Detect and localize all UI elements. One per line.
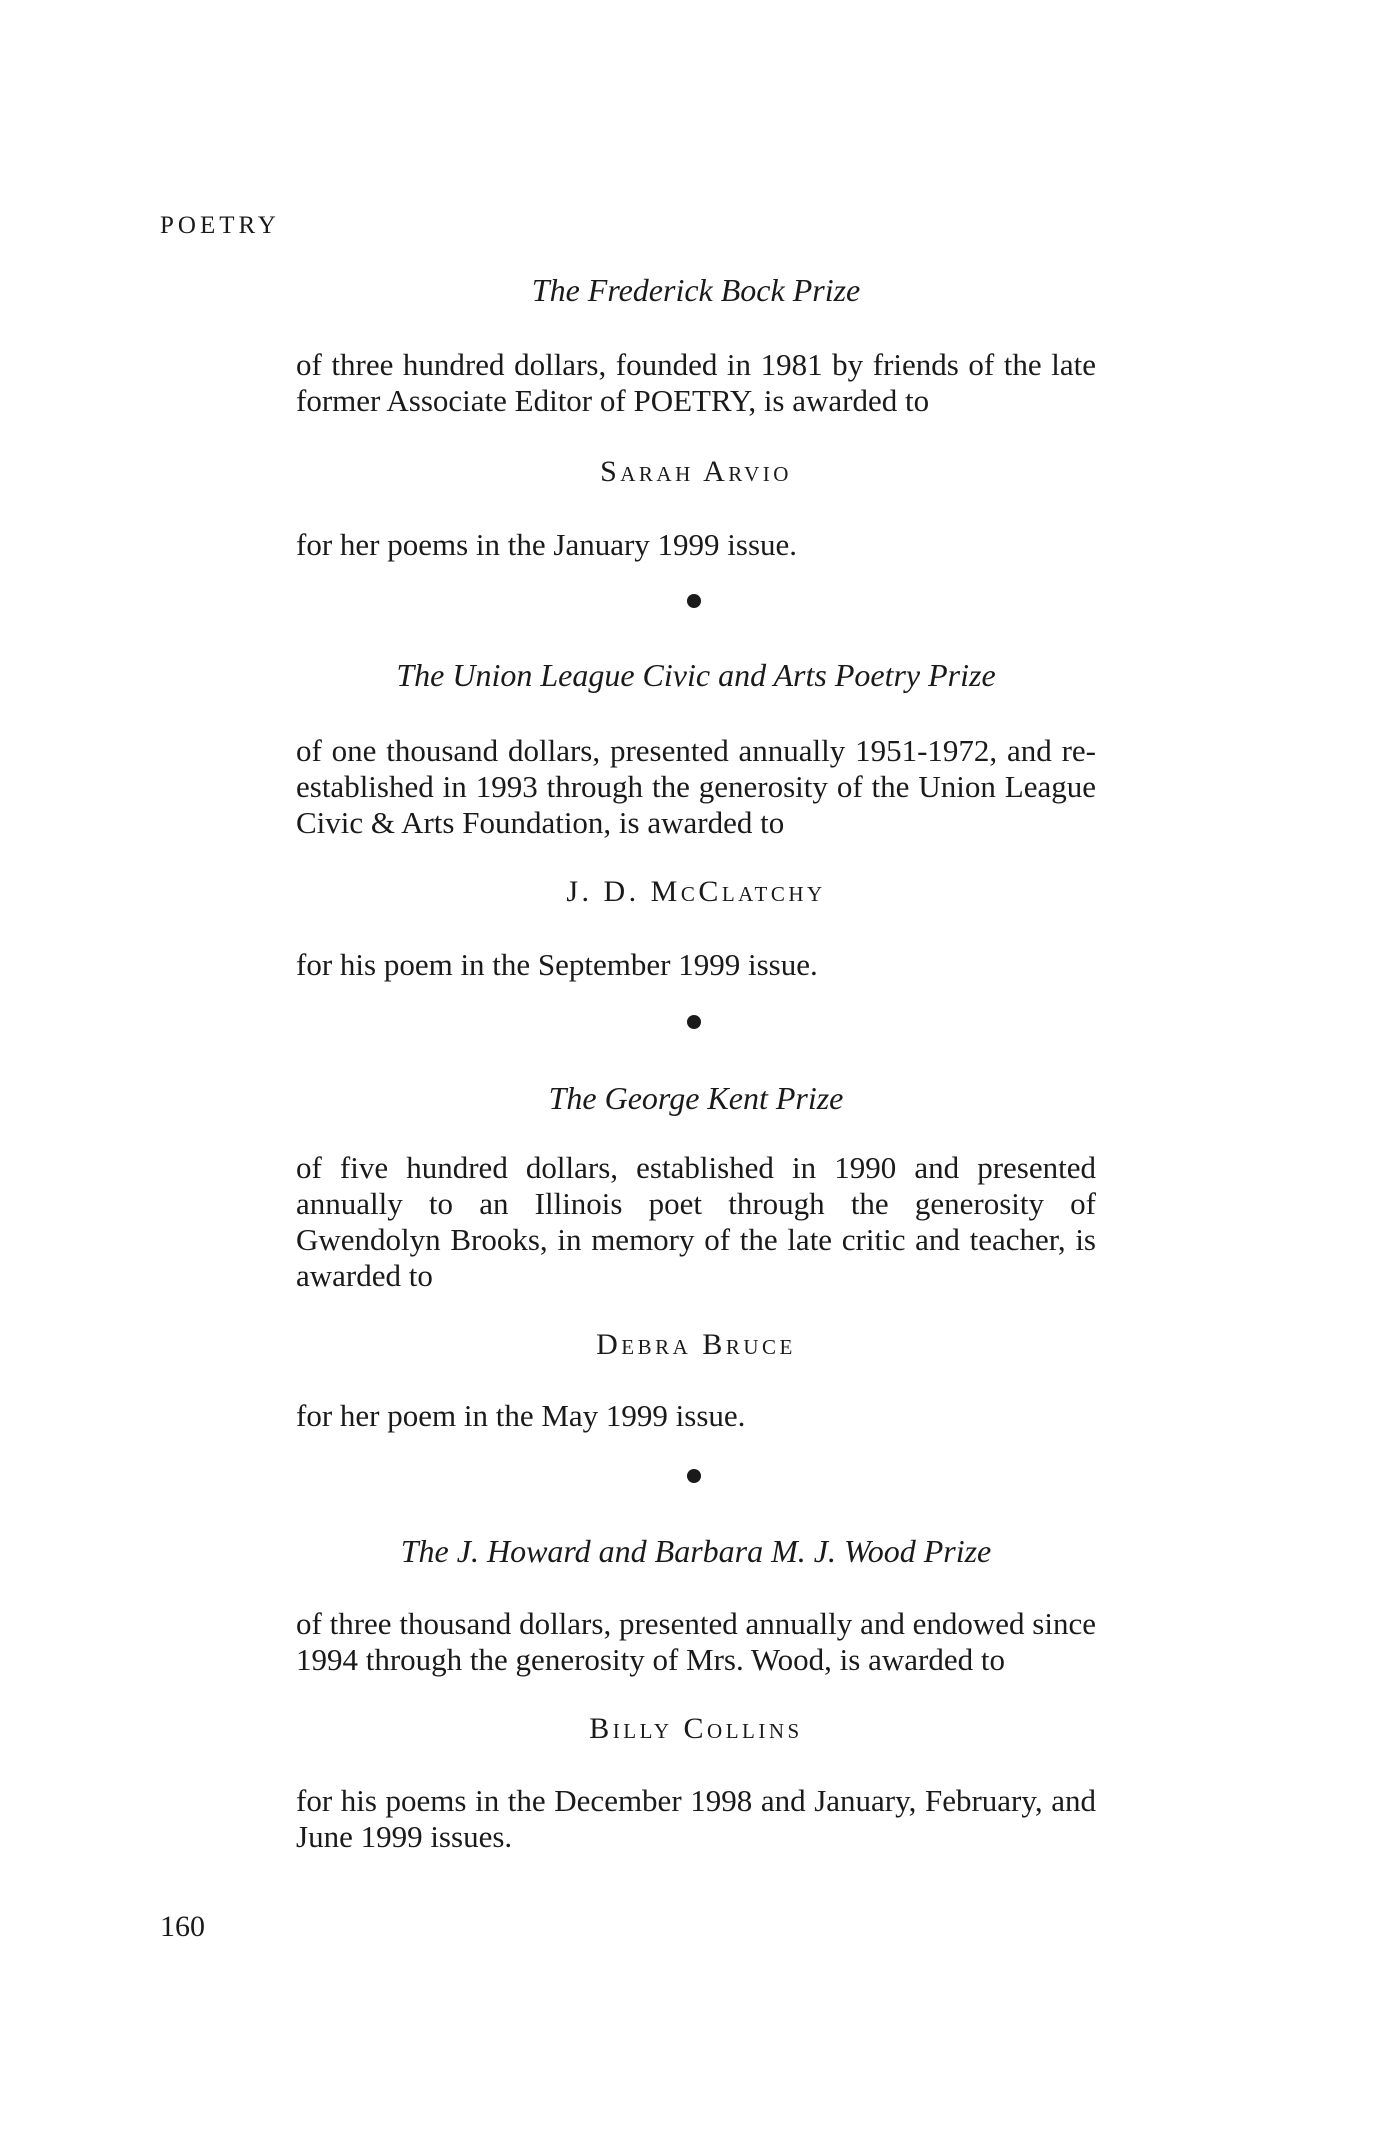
prize-title: The J. Howard and Barbara M. J. Wood Prize xyxy=(400,1533,992,1569)
prize-title: The Frederick Bock Prize xyxy=(531,272,861,308)
prize-citation: for his poem in the September 1999 issue. xyxy=(296,947,818,982)
prize-citation: for her poems in the January 1999 issue. xyxy=(296,527,798,562)
prize-description: of three hundred dollars, founded in 1981 by friends of the late former Associate Editor of POETRY, is awarded to xyxy=(296,347,1096,418)
prize-description: of one thousand dollars, presented annually 1951-1972, and re-established in 1993 through the generosity of the Union League Civic & Arts Foundation, is awarded to xyxy=(296,733,1096,840)
prize-description: of five hundred dollars, established in 1990 and presented annually to an Illinois poet through the generosity of Gwendolyn Brooks, in memory of the late critic and teacher, is awarded to xyxy=(296,1150,1096,1293)
winner-name: Billy Collins xyxy=(589,1712,803,1745)
section-divider-bullet xyxy=(687,1015,701,1029)
prize-citation: for her poem in the May 1999 issue. xyxy=(296,1398,746,1433)
prize-title: The Union League Civic and Arts Poetry Prize xyxy=(396,657,996,693)
prize-title: The George Kent Prize xyxy=(548,1080,844,1116)
prize-citation: for his poems in the December 1998 and January, February, and June 1999 issues. xyxy=(296,1783,1096,1854)
winner-name: J. D. McClatchy xyxy=(566,875,826,908)
winner-name: Debra Bruce xyxy=(596,1328,796,1361)
section-divider-bullet xyxy=(687,1469,701,1483)
page-number: 160 xyxy=(160,1910,205,1943)
winner-name: Sarah Arvio xyxy=(600,455,792,488)
running-head: POETRY xyxy=(160,212,280,239)
prize-description: of three thousand dollars, presented annually and endowed since 1994 through the generosity of Mrs. Wood, is awarded to xyxy=(296,1606,1096,1677)
section-divider-bullet xyxy=(687,594,701,608)
